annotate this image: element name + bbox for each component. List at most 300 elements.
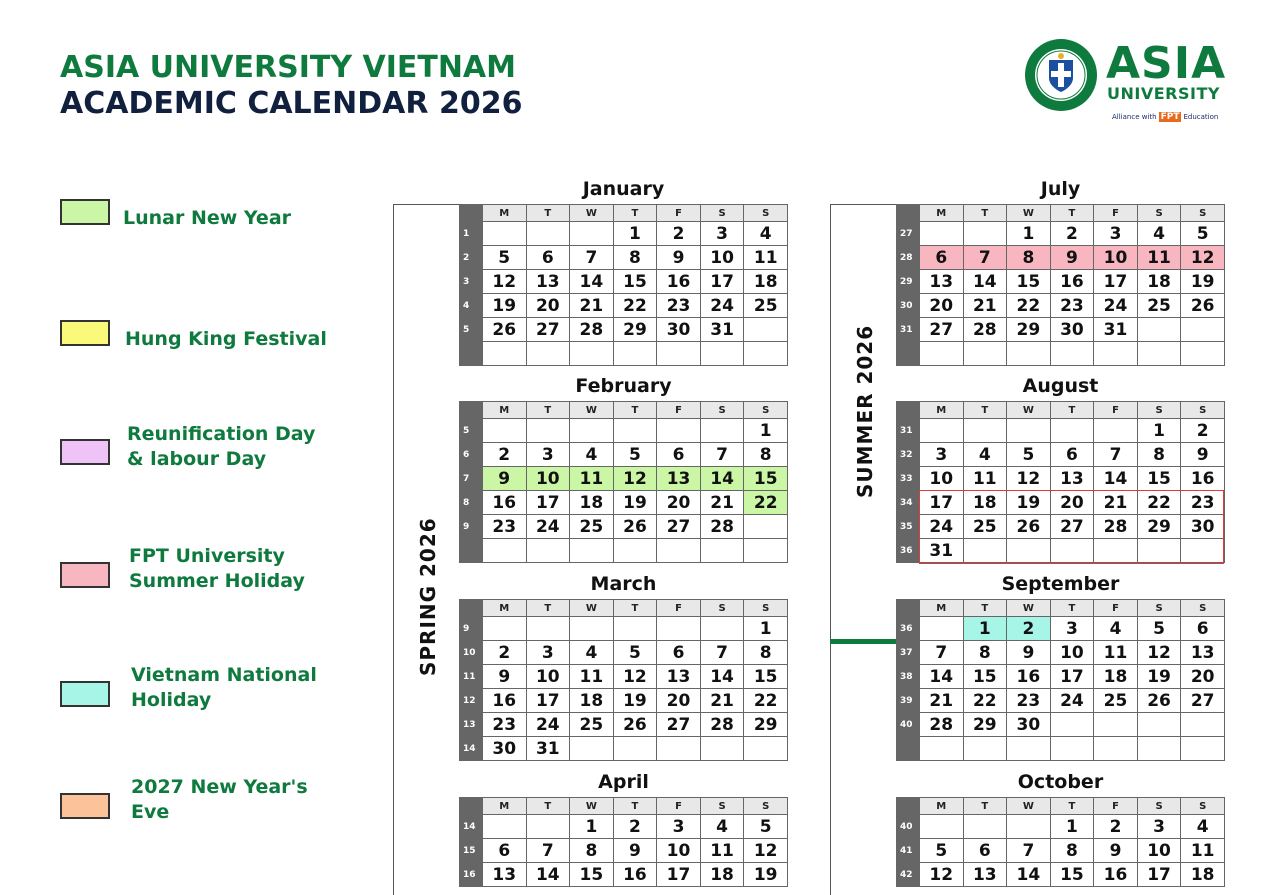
month-table bbox=[896, 204, 1225, 366]
legend-swatch bbox=[60, 681, 110, 707]
day-cell bbox=[1137, 342, 1181, 366]
day-cell: 7 bbox=[1094, 443, 1138, 467]
legend-label bbox=[131, 663, 317, 713]
day-cell bbox=[657, 342, 701, 366]
day-cell bbox=[482, 419, 526, 443]
legend-label-line: Holiday bbox=[131, 689, 212, 711]
day-cell: 30 bbox=[657, 318, 701, 342]
day-cell: 6 bbox=[482, 839, 526, 863]
week-row bbox=[460, 641, 788, 665]
week-header bbox=[897, 798, 920, 815]
day-cell: 17 bbox=[1137, 863, 1181, 887]
day-cell: 16 bbox=[1007, 665, 1051, 689]
weekday-header: T bbox=[613, 402, 657, 419]
day-cell bbox=[570, 539, 614, 563]
week-row bbox=[897, 222, 1225, 246]
weekday-header: F bbox=[657, 402, 701, 419]
week-header bbox=[460, 798, 483, 815]
week-number: 2 bbox=[460, 246, 483, 270]
day-cell: 5 bbox=[1137, 617, 1181, 641]
day-cell: 27 bbox=[657, 713, 701, 737]
week-row bbox=[460, 491, 788, 515]
day-cell: 14 bbox=[570, 270, 614, 294]
day-cell: 16 bbox=[613, 863, 657, 887]
day-cell: 20 bbox=[657, 491, 701, 515]
logo-subtitle: UNIVERSITY bbox=[1107, 84, 1220, 103]
weekday-header: F bbox=[657, 798, 701, 815]
day-cell: 23 bbox=[1181, 491, 1225, 515]
day-cell: 20 bbox=[526, 294, 570, 318]
day-cell: 10 bbox=[657, 839, 701, 863]
weekday-header: S bbox=[1181, 402, 1225, 419]
day-cell bbox=[613, 342, 657, 366]
day-cell bbox=[526, 222, 570, 246]
day-cell bbox=[1007, 815, 1051, 839]
day-cell: 10 bbox=[1094, 246, 1138, 270]
week-number bbox=[460, 342, 483, 366]
week-number: 33 bbox=[897, 467, 920, 491]
day-cell bbox=[482, 342, 526, 366]
spring-section-label: SPRING 2026 bbox=[416, 517, 440, 676]
day-cell: 7 bbox=[700, 641, 744, 665]
day-cell: 25 bbox=[570, 713, 614, 737]
day-cell: 3 bbox=[526, 443, 570, 467]
day-cell bbox=[570, 419, 614, 443]
week-number: 16 bbox=[460, 863, 483, 887]
day-cell: 30 bbox=[1181, 515, 1225, 539]
weekday-header: T bbox=[1050, 798, 1094, 815]
day-cell: 27 bbox=[657, 515, 701, 539]
day-cell: 15 bbox=[744, 665, 788, 689]
day-cell: 9 bbox=[482, 467, 526, 491]
day-cell: 6 bbox=[1050, 443, 1094, 467]
day-cell: 31 bbox=[1094, 318, 1138, 342]
day-cell bbox=[1007, 737, 1051, 761]
day-cell: 7 bbox=[700, 443, 744, 467]
day-cell: 13 bbox=[482, 863, 526, 887]
day-cell: 7 bbox=[526, 839, 570, 863]
day-cell: 23 bbox=[1007, 689, 1051, 713]
day-cell: 18 bbox=[1094, 665, 1138, 689]
week-row bbox=[460, 689, 788, 713]
day-cell: 18 bbox=[963, 491, 1007, 515]
month-table bbox=[896, 797, 1225, 887]
day-cell: 29 bbox=[1007, 318, 1051, 342]
legend-label-line: Summer Holiday bbox=[129, 570, 305, 592]
day-cell: 24 bbox=[1094, 294, 1138, 318]
asia-university-logo bbox=[1024, 38, 1229, 128]
day-cell: 29 bbox=[1137, 515, 1181, 539]
day-cell bbox=[963, 419, 1007, 443]
day-cell bbox=[744, 515, 788, 539]
day-cell: 25 bbox=[744, 294, 788, 318]
day-cell: 29 bbox=[744, 713, 788, 737]
legend-swatch bbox=[60, 199, 110, 225]
week-number: 3 bbox=[460, 270, 483, 294]
month-name: October bbox=[1017, 771, 1104, 793]
day-cell: 15 bbox=[570, 863, 614, 887]
week-row bbox=[897, 318, 1225, 342]
day-cell: 16 bbox=[482, 491, 526, 515]
week-row bbox=[897, 294, 1225, 318]
day-cell: 27 bbox=[1181, 689, 1225, 713]
weekday-header: F bbox=[657, 205, 701, 222]
week-row bbox=[460, 863, 788, 887]
day-cell bbox=[1007, 419, 1051, 443]
day-cell: 8 bbox=[613, 246, 657, 270]
day-cell bbox=[1094, 419, 1138, 443]
week-number: 28 bbox=[897, 246, 920, 270]
day-cell bbox=[963, 342, 1007, 366]
weekday-header: T bbox=[526, 402, 570, 419]
weekday-header: S bbox=[1137, 600, 1181, 617]
day-cell: 3 bbox=[919, 443, 963, 467]
legend-label bbox=[131, 775, 308, 825]
day-cell bbox=[700, 539, 744, 563]
day-cell bbox=[1137, 318, 1181, 342]
day-cell bbox=[1007, 342, 1051, 366]
week-row bbox=[460, 294, 788, 318]
day-cell bbox=[700, 419, 744, 443]
day-cell: 4 bbox=[963, 443, 1007, 467]
day-cell: 23 bbox=[657, 294, 701, 318]
day-cell: 2 bbox=[613, 815, 657, 839]
weekday-header: S bbox=[700, 798, 744, 815]
weekday-header: W bbox=[1007, 205, 1051, 222]
day-cell: 11 bbox=[570, 467, 614, 491]
week-header bbox=[460, 600, 483, 617]
day-cell: 8 bbox=[744, 641, 788, 665]
day-cell: 12 bbox=[1137, 641, 1181, 665]
university-seal-icon bbox=[1024, 38, 1098, 112]
day-cell: 26 bbox=[1181, 294, 1225, 318]
day-cell: 4 bbox=[1181, 815, 1225, 839]
day-cell bbox=[482, 815, 526, 839]
day-cell bbox=[613, 617, 657, 641]
day-cell: 22 bbox=[613, 294, 657, 318]
week-header bbox=[897, 600, 920, 617]
day-cell: 12 bbox=[1181, 246, 1225, 270]
weekday-header: S bbox=[700, 402, 744, 419]
day-cell: 31 bbox=[700, 318, 744, 342]
summer-section-label: SUMMER 2026 bbox=[853, 324, 877, 498]
day-cell: 17 bbox=[526, 491, 570, 515]
weekday-header: W bbox=[570, 205, 614, 222]
week-number: 31 bbox=[897, 419, 920, 443]
day-cell: 12 bbox=[919, 863, 963, 887]
day-cell: 9 bbox=[1181, 443, 1225, 467]
day-cell: 6 bbox=[1181, 617, 1225, 641]
week-row bbox=[460, 515, 788, 539]
weekday-header: T bbox=[526, 600, 570, 617]
day-cell: 17 bbox=[526, 689, 570, 713]
month-table bbox=[459, 401, 788, 563]
day-cell bbox=[570, 617, 614, 641]
day-cell: 18 bbox=[570, 689, 614, 713]
weekday-header: T bbox=[1050, 205, 1094, 222]
week-number: 37 bbox=[897, 641, 920, 665]
day-cell: 7 bbox=[919, 641, 963, 665]
logo-alliance-text: Alliance with FPT Education bbox=[1112, 112, 1219, 122]
day-cell: 5 bbox=[482, 246, 526, 270]
day-cell: 15 bbox=[963, 665, 1007, 689]
day-cell: 20 bbox=[1181, 665, 1225, 689]
day-cell: 10 bbox=[526, 467, 570, 491]
week-number: 35 bbox=[897, 515, 920, 539]
day-cell: 19 bbox=[1181, 270, 1225, 294]
weekday-header: F bbox=[1094, 600, 1138, 617]
day-cell: 6 bbox=[526, 246, 570, 270]
day-cell: 16 bbox=[1050, 270, 1094, 294]
calendar-title-line1: ASIA UNIVERSITY VIETNAM bbox=[60, 50, 517, 85]
week-row bbox=[897, 342, 1225, 366]
day-cell: 14 bbox=[919, 665, 963, 689]
weekday-header: W bbox=[1007, 600, 1051, 617]
week-row bbox=[897, 689, 1225, 713]
weekday-header: S bbox=[1181, 205, 1225, 222]
day-cell: 14 bbox=[1094, 467, 1138, 491]
day-cell: 15 bbox=[744, 467, 788, 491]
day-cell bbox=[657, 617, 701, 641]
day-cell: 25 bbox=[963, 515, 1007, 539]
day-cell: 17 bbox=[1094, 270, 1138, 294]
week-number: 13 bbox=[460, 713, 483, 737]
day-cell bbox=[919, 617, 963, 641]
day-cell: 17 bbox=[1050, 665, 1094, 689]
day-cell: 18 bbox=[700, 863, 744, 887]
day-cell: 30 bbox=[1050, 318, 1094, 342]
day-cell bbox=[1050, 713, 1094, 737]
weekday-header: M bbox=[482, 798, 526, 815]
day-cell: 23 bbox=[1050, 294, 1094, 318]
day-cell: 10 bbox=[1137, 839, 1181, 863]
day-cell: 3 bbox=[1137, 815, 1181, 839]
weekday-header: T bbox=[613, 600, 657, 617]
day-cell: 25 bbox=[570, 515, 614, 539]
day-cell: 9 bbox=[482, 665, 526, 689]
day-cell: 5 bbox=[613, 443, 657, 467]
summer-section-border bbox=[830, 204, 897, 895]
week-number: 14 bbox=[460, 737, 483, 761]
day-cell: 10 bbox=[919, 467, 963, 491]
day-cell: 19 bbox=[613, 491, 657, 515]
day-cell bbox=[526, 539, 570, 563]
day-cell: 3 bbox=[700, 222, 744, 246]
day-cell: 16 bbox=[1181, 467, 1225, 491]
day-cell: 24 bbox=[919, 515, 963, 539]
day-cell bbox=[570, 737, 614, 761]
day-cell: 8 bbox=[1137, 443, 1181, 467]
day-cell: 21 bbox=[570, 294, 614, 318]
day-cell: 28 bbox=[1094, 515, 1138, 539]
day-cell bbox=[744, 318, 788, 342]
weekday-header: M bbox=[919, 205, 963, 222]
day-cell: 21 bbox=[919, 689, 963, 713]
month-name: August bbox=[1022, 375, 1099, 397]
weekday-header: W bbox=[570, 402, 614, 419]
day-cell: 22 bbox=[1137, 491, 1181, 515]
week-number: 41 bbox=[897, 839, 920, 863]
week-number: 6 bbox=[460, 443, 483, 467]
week-number: 30 bbox=[897, 294, 920, 318]
day-cell bbox=[526, 419, 570, 443]
day-cell: 26 bbox=[613, 713, 657, 737]
legend-swatch bbox=[60, 562, 110, 588]
day-cell: 1 bbox=[570, 815, 614, 839]
day-cell: 2 bbox=[1094, 815, 1138, 839]
day-cell bbox=[482, 539, 526, 563]
weekday-header: T bbox=[963, 205, 1007, 222]
day-cell: 9 bbox=[613, 839, 657, 863]
day-cell: 15 bbox=[613, 270, 657, 294]
week-row bbox=[897, 246, 1225, 270]
week-number: 9 bbox=[460, 617, 483, 641]
day-cell bbox=[482, 617, 526, 641]
day-cell: 5 bbox=[1181, 222, 1225, 246]
weekday-header: S bbox=[744, 205, 788, 222]
month-name: March bbox=[590, 573, 657, 595]
calendar-title-line2: ACADEMIC CALENDAR 2026 bbox=[60, 86, 523, 121]
day-cell bbox=[657, 737, 701, 761]
week-number: 36 bbox=[897, 539, 920, 563]
weekday-header: W bbox=[1007, 798, 1051, 815]
day-cell: 13 bbox=[657, 467, 701, 491]
day-cell: 25 bbox=[1137, 294, 1181, 318]
legend-swatch bbox=[60, 320, 110, 346]
day-cell: 11 bbox=[1094, 641, 1138, 665]
day-cell: 14 bbox=[526, 863, 570, 887]
day-cell: 1 bbox=[1007, 222, 1051, 246]
day-cell: 20 bbox=[657, 689, 701, 713]
month-july bbox=[896, 178, 1225, 366]
day-cell: 2 bbox=[1050, 222, 1094, 246]
week-row bbox=[897, 467, 1225, 491]
week-number: 10 bbox=[460, 641, 483, 665]
day-cell: 16 bbox=[657, 270, 701, 294]
week-number: 14 bbox=[460, 815, 483, 839]
day-cell: 27 bbox=[919, 318, 963, 342]
weekday-header: W bbox=[570, 798, 614, 815]
weekday-header: S bbox=[700, 600, 744, 617]
weekday-header: F bbox=[1094, 798, 1138, 815]
day-cell: 5 bbox=[744, 815, 788, 839]
weekday-header: T bbox=[1050, 402, 1094, 419]
day-cell bbox=[613, 539, 657, 563]
day-cell: 22 bbox=[963, 689, 1007, 713]
weekday-header: S bbox=[1137, 402, 1181, 419]
day-cell: 14 bbox=[963, 270, 1007, 294]
week-number: 1 bbox=[460, 222, 483, 246]
day-cell: 5 bbox=[613, 641, 657, 665]
day-cell: 8 bbox=[570, 839, 614, 863]
week-row bbox=[460, 270, 788, 294]
day-cell: 23 bbox=[482, 713, 526, 737]
week-row bbox=[897, 737, 1225, 761]
day-cell bbox=[657, 539, 701, 563]
day-cell: 17 bbox=[657, 863, 701, 887]
day-cell: 5 bbox=[919, 839, 963, 863]
day-cell: 8 bbox=[963, 641, 1007, 665]
day-cell: 19 bbox=[1137, 665, 1181, 689]
day-cell bbox=[1094, 737, 1138, 761]
week-number: 40 bbox=[897, 713, 920, 737]
day-cell bbox=[526, 342, 570, 366]
day-cell bbox=[1181, 737, 1225, 761]
day-cell bbox=[919, 737, 963, 761]
day-cell: 16 bbox=[1094, 863, 1138, 887]
day-cell: 18 bbox=[1181, 863, 1225, 887]
week-number: 4 bbox=[460, 294, 483, 318]
day-cell: 17 bbox=[700, 270, 744, 294]
day-cell bbox=[700, 342, 744, 366]
day-cell: 15 bbox=[1007, 270, 1051, 294]
week-header bbox=[460, 402, 483, 419]
day-cell: 27 bbox=[526, 318, 570, 342]
day-cell: 5 bbox=[1007, 443, 1051, 467]
week-number: 40 bbox=[897, 815, 920, 839]
week-row bbox=[897, 617, 1225, 641]
month-name: September bbox=[1001, 573, 1120, 595]
day-cell bbox=[1181, 713, 1225, 737]
month-table bbox=[896, 599, 1225, 761]
day-cell: 17 bbox=[919, 491, 963, 515]
day-cell bbox=[744, 342, 788, 366]
month-name: January bbox=[582, 178, 665, 200]
legend-label-line: & labour Day bbox=[127, 448, 267, 470]
day-cell: 8 bbox=[1007, 246, 1051, 270]
month-table bbox=[459, 797, 788, 887]
day-cell: 21 bbox=[963, 294, 1007, 318]
day-cell: 19 bbox=[744, 863, 788, 887]
week-number: 39 bbox=[897, 689, 920, 713]
week-number: 42 bbox=[897, 863, 920, 887]
week-number: 12 bbox=[460, 689, 483, 713]
month-september bbox=[896, 573, 1225, 761]
weekday-header: T bbox=[963, 402, 1007, 419]
day-cell: 2 bbox=[482, 443, 526, 467]
legend-label bbox=[125, 327, 327, 352]
month-march bbox=[459, 573, 788, 761]
day-cell bbox=[1050, 342, 1094, 366]
weekday-header: M bbox=[919, 402, 963, 419]
day-cell: 19 bbox=[613, 689, 657, 713]
day-cell: 13 bbox=[526, 270, 570, 294]
day-cell: 2 bbox=[1181, 419, 1225, 443]
day-cell bbox=[1094, 342, 1138, 366]
day-cell: 13 bbox=[1050, 467, 1094, 491]
weekday-header: T bbox=[1050, 600, 1094, 617]
day-cell bbox=[1094, 713, 1138, 737]
month-table bbox=[459, 599, 788, 761]
day-cell bbox=[919, 815, 963, 839]
week-row bbox=[897, 839, 1225, 863]
month-february bbox=[459, 375, 788, 563]
day-cell: 9 bbox=[1050, 246, 1094, 270]
month-name: April bbox=[598, 771, 649, 793]
day-cell: 18 bbox=[744, 270, 788, 294]
weekday-header: S bbox=[744, 798, 788, 815]
day-cell: 1 bbox=[744, 617, 788, 641]
day-cell: 7 bbox=[570, 246, 614, 270]
weekday-header: S bbox=[1137, 798, 1181, 815]
weekday-header: F bbox=[1094, 205, 1138, 222]
day-cell: 6 bbox=[657, 443, 701, 467]
day-cell bbox=[919, 342, 963, 366]
day-cell: 12 bbox=[613, 665, 657, 689]
weekday-header: S bbox=[700, 205, 744, 222]
day-cell bbox=[482, 222, 526, 246]
week-header bbox=[897, 205, 920, 222]
